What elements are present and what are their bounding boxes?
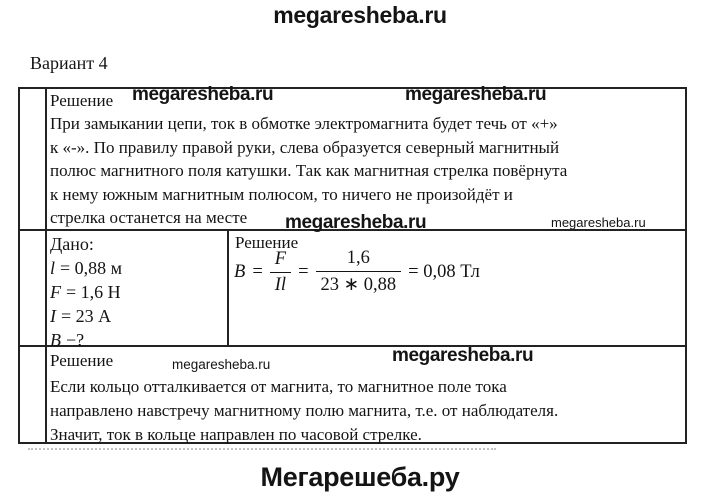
row3-line: Значит, ток в кольце направлен по часовой стрелке. — [50, 425, 422, 444]
given-symbol: F — [50, 282, 61, 302]
fraction-numerator: F — [274, 248, 287, 269]
given-line — [50, 328, 122, 352]
given-value: = 23 А — [61, 306, 112, 326]
formula-equals: = — [252, 261, 263, 282]
given-block — [50, 232, 122, 352]
row3-solution-label: Решение — [50, 351, 114, 370]
given-value: = 0,88 м — [60, 258, 123, 278]
row3-solution-text — [50, 375, 558, 447]
formula-equals: = — [298, 261, 309, 282]
given-line — [50, 256, 122, 280]
table-vline-narrow-col — [45, 87, 47, 444]
formula-fraction-numeric — [316, 248, 402, 296]
row2-solution-label: Решение — [235, 233, 299, 252]
watermark-small-row1-bottom: megaresheba.ru — [551, 215, 646, 230]
given-line — [50, 280, 122, 304]
given-label: Дано: — [50, 234, 94, 254]
watermark-bold-row1-left: megaresheba.ru — [132, 84, 274, 105]
given-symbol: B — [50, 330, 61, 350]
given-line — [50, 304, 122, 328]
row1-solution-label: Решение — [50, 91, 114, 110]
watermark-bold-row1-right: megaresheba.ru — [405, 84, 547, 105]
row1-line: к «-». По правилу правой руки, слева образуется северный магнитный — [50, 137, 560, 157]
watermark-small-row3: megaresheba.ru — [172, 357, 271, 372]
watermark-bold-row1-bottom: megaresheba.ru — [285, 212, 427, 233]
fraction-denominator: 23 ∗ 0,88 — [316, 271, 402, 296]
fraction-numerator: 1,6 — [346, 248, 370, 268]
formula-result: = 0,08 Тл — [408, 261, 480, 282]
given-value: −? — [66, 330, 85, 350]
site-header: megaresheba.ru — [273, 2, 447, 28]
table-vline-given-solution — [227, 229, 229, 347]
given-value: = 1,6 Н — [66, 282, 121, 302]
row1-line: к нему южным магнитным полюсом, то ничего не произойдёт и — [50, 184, 513, 204]
formula — [234, 248, 480, 296]
cropped-next-row-remnant — [28, 448, 496, 450]
given-symbol: I — [50, 306, 56, 326]
fraction-denominator: Il — [270, 272, 291, 296]
row3-line: направлено навстречу магнитному полю магнита, т.е. от наблюдателя. — [50, 401, 559, 420]
row3-line: Если кольцо отталкивается от магнита, то магнитное поле тока — [50, 377, 507, 396]
row1-line: стрелка останется на месте — [50, 208, 248, 227]
watermark-bold-row3: megaresheba.ru — [392, 345, 534, 366]
footer-brand: Мегарешеба.ру — [260, 462, 460, 492]
row1-line: полюс магнитного поля катушки. Так как магнитная стрелка повёрнута — [50, 161, 568, 180]
given-symbol: l — [50, 258, 56, 278]
row1-line: При замыкании цепи, ток в обмотке электромагнита будет течь от «+» — [50, 114, 558, 133]
formula-lhs-variable: B — [234, 261, 246, 282]
variant-label: Вариант 4 — [30, 53, 108, 73]
formula-fraction-symbolic — [270, 249, 291, 296]
